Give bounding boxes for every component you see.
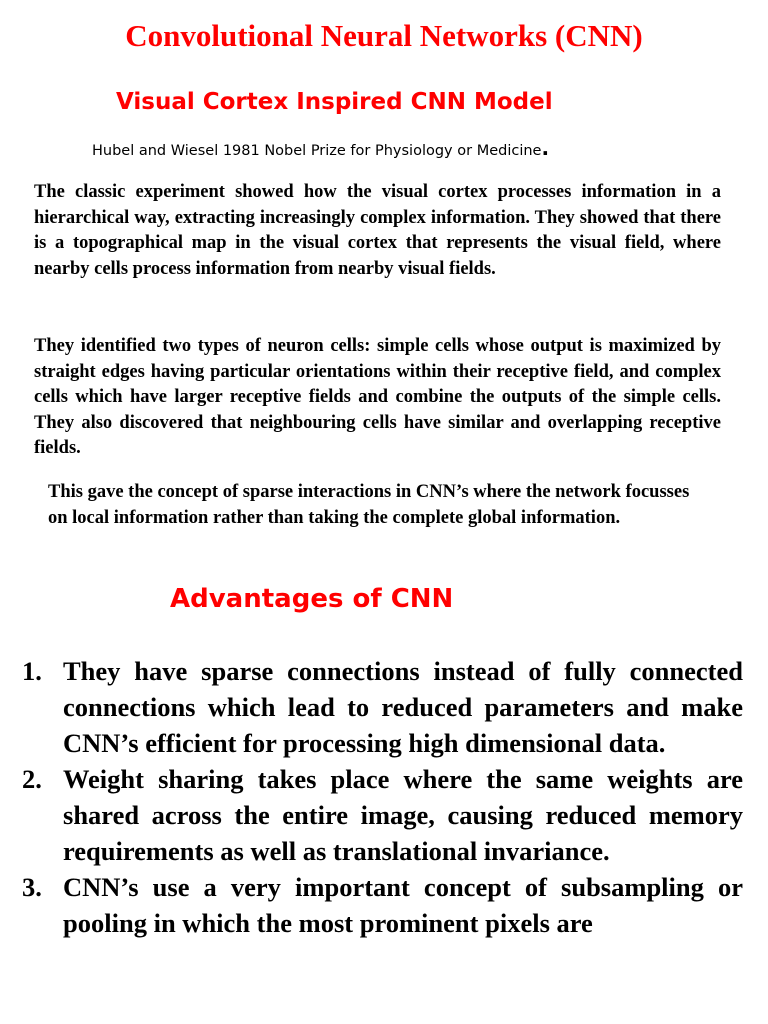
paragraph-experiment: The classic experiment showed how the visual cortex processes information in a hierarchical way, extracting increasingly complex information. They showed that there is a topographical map in the visual cortex that represents the visual field, where nearby cells process information from nearby visual fields. [34,182,721,279]
page-subtitle: Visual Cortex Inspired CNN Model [116,89,553,115]
list-item [22,761,743,869]
page-title: Convolutional Neural Networks (CNN) [125,18,643,53]
list-item-text: They have sparse connections instead of fully connected connections which lead to reduced parameters and make CNN’s efficient for processing high dimensional data. [63,656,743,758]
list-item-text: Weight sharing takes place where the same weights are shared across the entire image, causing reduced memory requirements as well as translational invariance. [63,764,743,866]
byline [92,136,549,160]
byline-text: Hubel and Wiesel 1981 Nobel Prize for Physiology or Medicine [92,143,542,159]
list-item-number: 2. [22,764,42,794]
list-item [22,653,743,761]
section-heading-advantages: Advantages of CNN [170,584,454,614]
paragraph-neuron-cells: They identified two types of neuron cells: simple cells whose output is maximized by straight edges having particular orientations within their receptive field, and complex cells which have larger receptive fields and combine the outputs of the simple cells. They also discovered that neighbouring cells have similar and overlapping receptive fields. [34,336,721,459]
list-item-number: 3. [22,872,42,902]
advantages-list [22,653,743,941]
paragraph-sparse-interactions: This gave the concept of sparse interactions in CNN’s where the network focusses on local information rather than taking the complete global information. [48,482,690,528]
list-item-number: 1. [22,656,42,686]
list-item-text: CNN’s use a very important concept of subsampling or pooling in which the most prominent pixels are [63,872,743,938]
list-item [22,869,743,941]
byline-end: . [541,136,550,160]
